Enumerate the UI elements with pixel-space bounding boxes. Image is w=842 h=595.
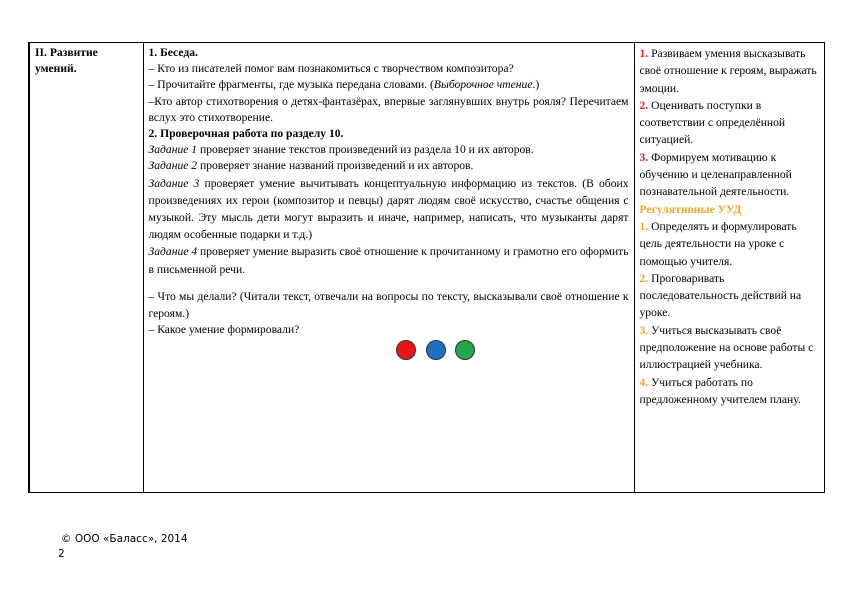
red-dot-icon: [396, 340, 416, 360]
regulatory-uud-title: Регулятивные УУД: [639, 202, 742, 216]
table-row: [29, 43, 824, 493]
task-3: Задание 3 проверяет умение вычитывать концептуальную информацию из текстов. (В обоих произведениях их герои (композитор и певцы) дарят людям своё искусство, счастье общения с музыкой. Эту мысль дети могут выразить и иначе, например, написать, что музыканты дарят людям особенные подарки и т.д.): [148, 176, 629, 242]
section1-heading: 1. Беседа.: [148, 46, 198, 59]
uud-item: 2. Оценивать поступки в соответствии с определённой ситуацией.: [639, 98, 786, 147]
uud-item: 1. Развиваем умения высказывать своё отношение к героям, выражать эмоции.: [639, 47, 817, 95]
uud-cell: [634, 43, 824, 493]
stage-cell: [29, 43, 143, 493]
summary-question: – Какое умение формировали?: [148, 323, 300, 337]
question-line: – Прочитайте фрагменты, где музыка передана словами. (Выборочное чтение.): [148, 78, 540, 92]
uud-item: 3. Формируем мотивацию к обучению и целенаправленной познавательной деятельности.: [639, 150, 792, 199]
section2-heading: 2. Проверочная работа по разделу 10.: [148, 127, 344, 141]
activity-cell: [143, 43, 634, 493]
green-dot-icon: [455, 340, 475, 360]
question-line: – Кто из писателей помог вам познакомиться с творчеством композитора?: [148, 62, 514, 76]
uud-item: 3. Учиться высказывать своё предположение на основе работы с иллюстрацией учебника.: [639, 323, 814, 372]
task-4: Задание 4 проверяет умение выразить своё отношение к прочитанному и грамотно его оформить в письменной речи.: [148, 245, 629, 276]
stage-title: II. Развитие умений.: [35, 46, 98, 76]
blue-dot-icon: [426, 340, 446, 360]
uud-item: 1. Определять и формулировать цель деятельности на уроке с помощью учителя.: [639, 219, 797, 268]
lesson-table: [28, 42, 825, 493]
summary-question: – Что мы делали? (Читали текст, отвечали на вопросы по тексту, высказывали своё отношение к героям.): [148, 289, 629, 321]
uud-item: 2. Проговаривать последовательность действий на уроке.: [639, 271, 802, 320]
copyright: © ООО «Баласс», 2014: [61, 533, 188, 545]
task-1: Задание 1 проверяет знание текстов произведений из раздела 10 и их авторов.: [148, 143, 534, 157]
page-number: 2: [58, 548, 65, 560]
question-line: –Кто автор стихотворения о детях-фантазёрах, впервые заглянувших внутрь рояля? Перечитаем вслух это стихотворение.: [148, 94, 629, 124]
uud-item: 4. Учиться работать по предложенному учителем плану.: [639, 375, 801, 406]
regulatory-uud-list: [640, 218, 819, 408]
task-2: Задание 2 проверяет знание названий произведений и их авторов.: [148, 159, 474, 173]
personal-uud-list: [640, 45, 819, 201]
